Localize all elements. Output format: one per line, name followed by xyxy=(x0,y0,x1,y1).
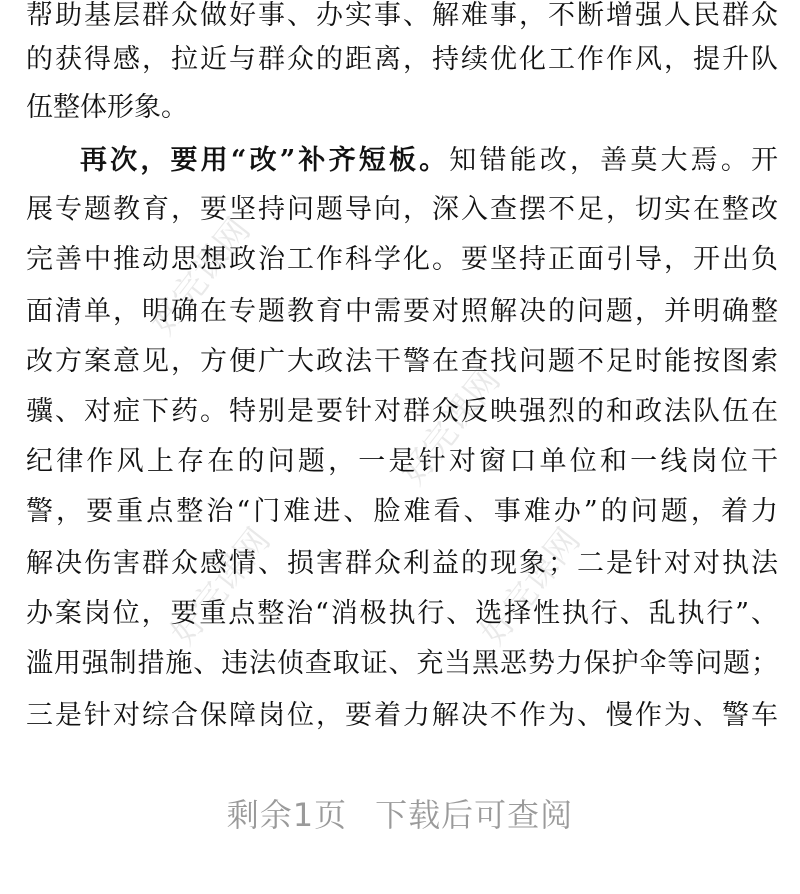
heading-line-text: 知错能改，善莫大焉。开 xyxy=(449,145,778,176)
download-prompt[interactable] xyxy=(0,790,800,836)
text-line-13: 办案岗位，要重点整治“消极执行、选择性执行、乱执行”、 xyxy=(26,598,778,629)
watermark-1: 好完课网 xyxy=(143,210,259,343)
watermark-3: 好完课网 xyxy=(163,520,279,653)
text-line-11: 警，要重点整治“门难进、脸难看、事难办”的问题，着力 xyxy=(26,496,778,527)
bold-heading: 再次，要用“改”补齐短板。 xyxy=(80,145,450,176)
watermark-4: 好完课网 xyxy=(473,520,589,653)
text-line-7: 面清单，明确在专题教育中需要对照解决的问题，并明确整 xyxy=(26,296,778,327)
text-line-3: 伍整体形象。 xyxy=(26,92,188,123)
text-line-8: 改方案意见，方便广大政法干警在查找问题不足时能按图索 xyxy=(26,346,778,377)
text-line-1: 帮助基层群众做好事、办实事、解难事，不断增强人民群众 xyxy=(26,0,778,31)
text-line-2: 的获得感，拉近与群众的距离，持续优化工作作风，提升队 xyxy=(26,44,778,75)
download-to-view-text: 下载后可查阅 xyxy=(375,796,574,834)
text-line-6: 完善中推动思想政治工作科学化。要坚持正面引导，开出负 xyxy=(26,244,778,275)
text-line-15: 三是针对综合保障岗位，要着力解决不作为、慢作为、警车 xyxy=(26,700,778,731)
text-line-5: 展专题教育，要坚持问题导向，深入查摆不足，切实在整改 xyxy=(26,194,778,225)
watermark-2: 好完课网 xyxy=(393,360,509,493)
text-line-12: 解决伤害群众感情、损害群众利益的现象；二是针对对执法 xyxy=(26,548,778,579)
text-line-14: 滥用强制措施、违法侦查取证、充当黑恶势力保护伞等问题； xyxy=(26,648,778,679)
remaining-pages-text: 剩余1页 xyxy=(226,796,348,834)
text-line-9: 骥、对症下药。特别是要针对群众反映强烈的和政法队伍在 xyxy=(26,396,778,427)
paragraph-heading-line xyxy=(80,137,778,185)
text-line-10: 纪律作风上存在的问题，一是针对窗口单位和一线岗位干 xyxy=(26,446,778,477)
